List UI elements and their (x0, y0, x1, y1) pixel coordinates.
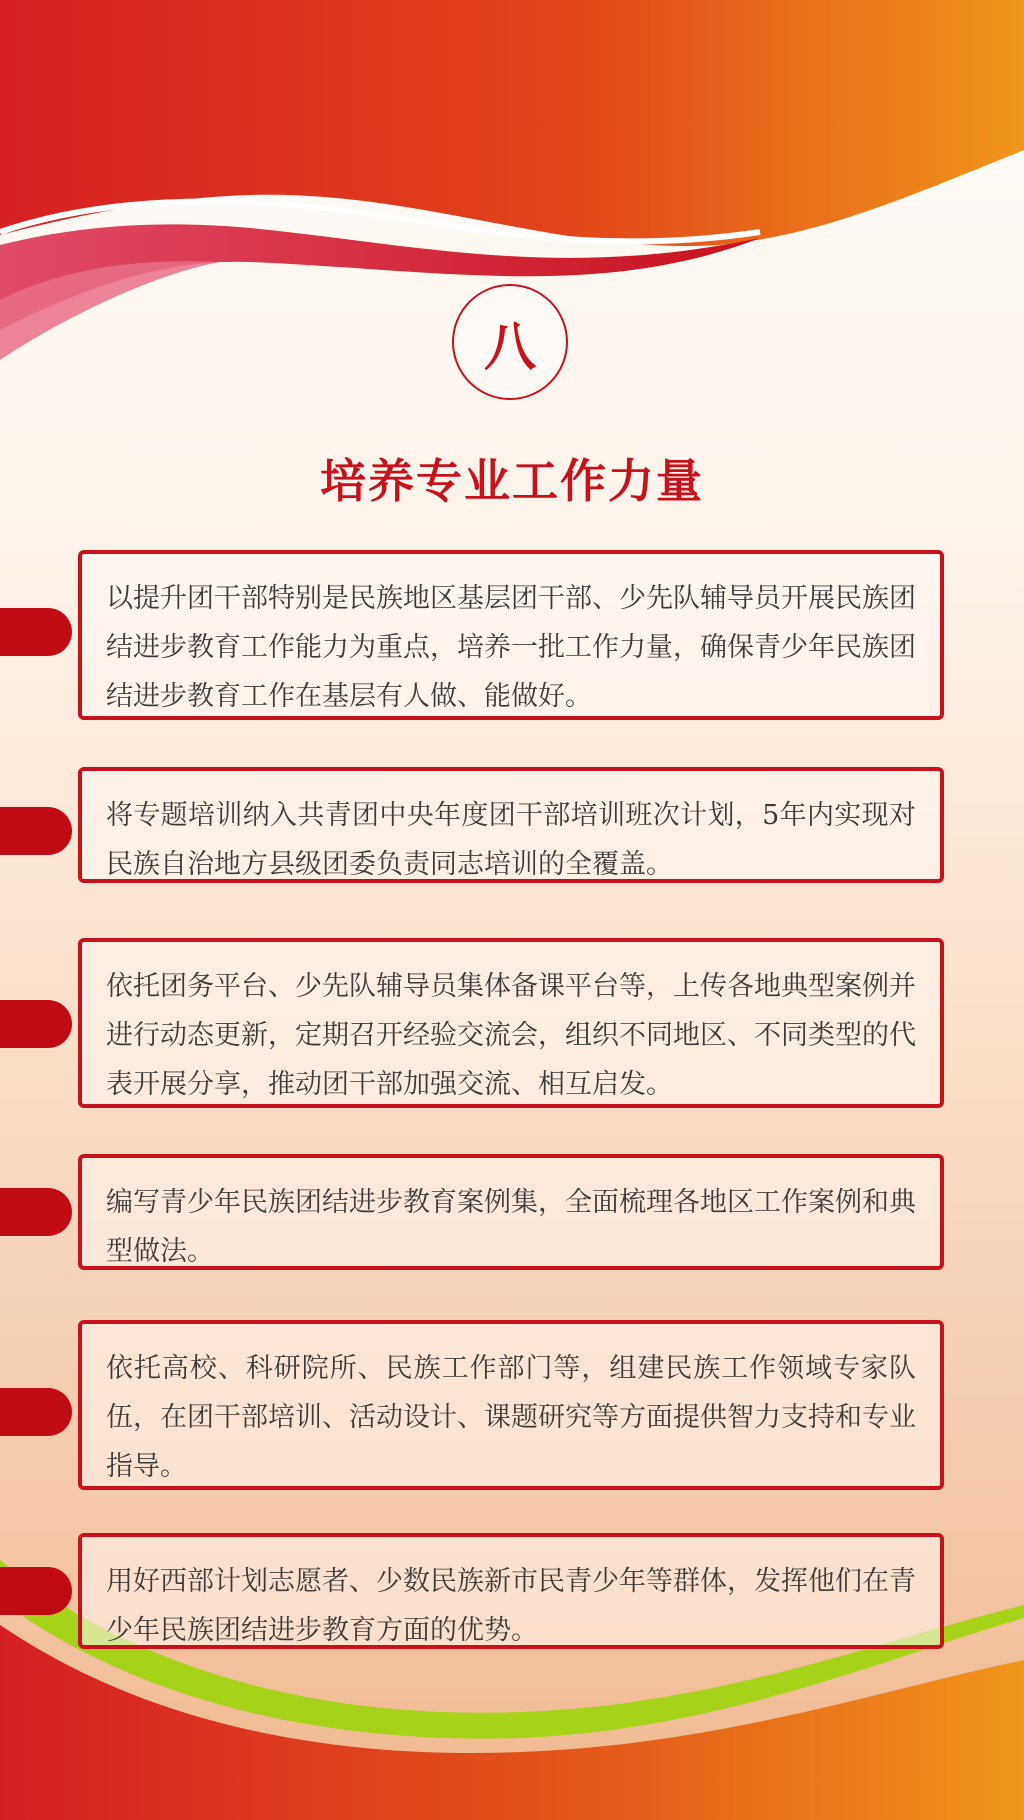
bullet-marker (0, 1388, 72, 1436)
bullet-marker (0, 1567, 72, 1615)
item-card (78, 938, 944, 1108)
bullet-marker (0, 1000, 72, 1048)
bullet-marker (0, 807, 72, 855)
bullet-marker (0, 608, 72, 656)
item-text: 依托团务平台、少先队辅导员集体备课平台等，上传各地典型案例并进行动态更新，定期召开经验交流会，组织不同地区、不同类型的代表开展分享，推动团干部加强交流、相互启发。 (106, 971, 916, 1100)
item-text: 编写青少年民族团结进步教育案例集，全面梳理各地区工作案例和典型做法。 (106, 1187, 916, 1267)
item-text: 将专题培训纳入共青团中央年度团干部培训班次计划，5年内实现对民族自治地方县级团委负责同志培训的全覆盖。 (106, 800, 916, 880)
item-card (78, 767, 944, 883)
item-text: 依托高校、科研院所、民族工作部门等，组建民族工作领域专家队伍，在团干部培训、活动设计、课题研究等方面提供智力支持和专业指导。 (106, 1353, 916, 1482)
item-text: 以提升团干部特别是民族地区基层团干部、少先队辅导员开展民族团结进步教育工作能力为重点，培养一批工作力量，确保青少年民族团结进步教育工作在基层有人做、能做好。 (106, 583, 916, 712)
item-text: 用好西部计划志愿者、少数民族新市民青少年等群体，发挥他们在青少年民族团结进步教育方面的优势。 (106, 1566, 916, 1646)
item-card (78, 550, 944, 720)
item-card (78, 1533, 944, 1649)
item-card (78, 1320, 944, 1490)
section-number: 八 (483, 316, 536, 378)
item-card (78, 1154, 944, 1270)
page-title: 培养专业工作力量 (320, 454, 704, 508)
bullet-marker (0, 1188, 72, 1236)
section-number-badge (452, 284, 568, 400)
